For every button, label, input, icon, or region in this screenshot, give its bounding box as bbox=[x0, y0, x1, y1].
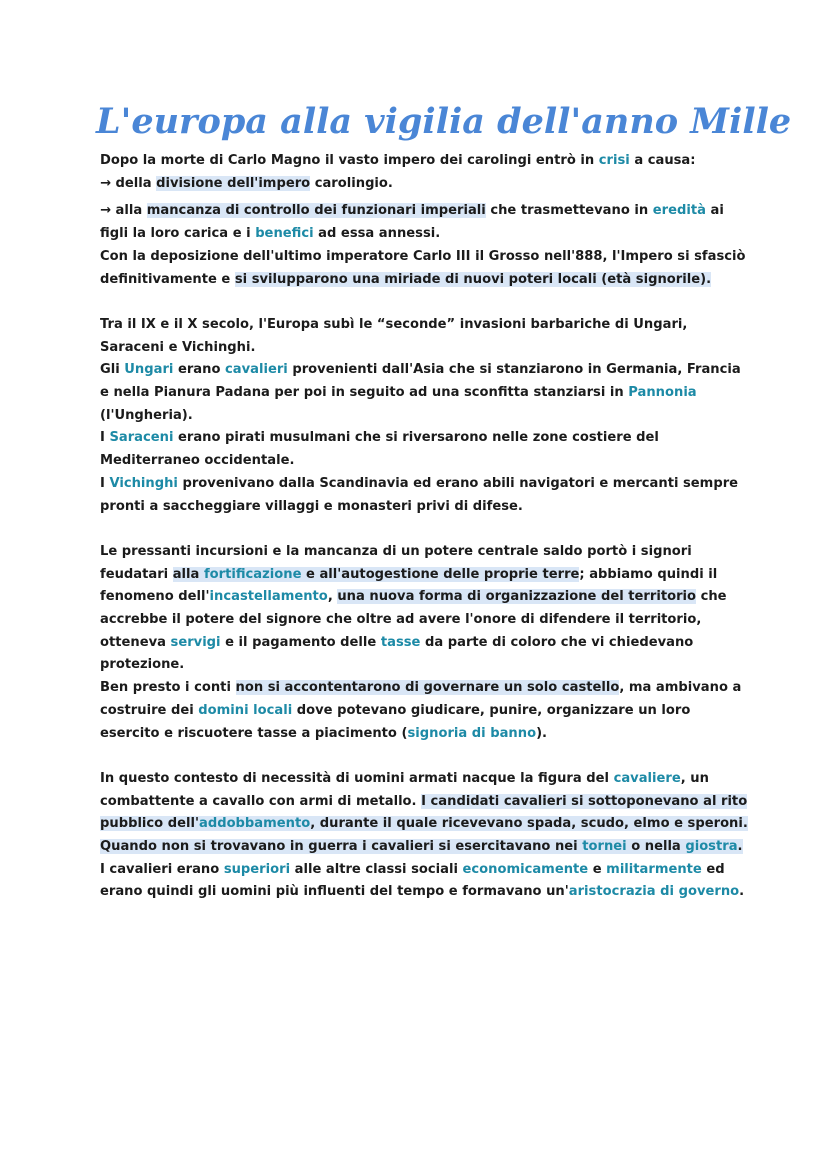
highlighted-text: mancanza di controllo dei funzionari imperiali bbox=[146, 203, 486, 219]
keyword: crisi bbox=[598, 153, 630, 168]
text-segment: Con la deposizione dell'ultimo imperatore Carlo III il Grosso nell'888, l'Impero si sfasciò definitivamente e bbox=[100, 248, 746, 287]
paragraph bbox=[100, 246, 750, 291]
highlighted-text: e all'autogestione delle proprie terre bbox=[301, 566, 580, 582]
text-segment: → della bbox=[100, 175, 157, 191]
keyword: cavaliere bbox=[613, 770, 681, 786]
keyword: giostra bbox=[685, 839, 738, 855]
text-segment: → alla bbox=[100, 203, 147, 219]
highlighted-text: alla bbox=[172, 566, 204, 582]
keyword: eredità bbox=[652, 203, 706, 219]
keyword: cavalieri bbox=[225, 362, 288, 378]
highlighted-text: o nella bbox=[626, 839, 686, 855]
text-segment: provenivano dalla Scandinavia ed erano abili navigatori e mercanti sempre pronti a saccheggiare villaggi e monasteri privi di difese. bbox=[100, 475, 739, 514]
keyword: aristocrazia di governo bbox=[568, 884, 740, 900]
text-segment: che trasmettevano in bbox=[485, 203, 653, 219]
keyword: Saraceni bbox=[109, 430, 174, 446]
keyword: militarmente bbox=[606, 861, 702, 877]
keyword: servigi bbox=[170, 634, 221, 650]
text-segment: Tra il IX e il X secolo, l'Europa subì le “seconde” invasioni barbariche di Ungari, Saraceni e Vichinghi. bbox=[100, 316, 688, 355]
keyword: incastellamento bbox=[209, 589, 328, 605]
text-segment: , bbox=[327, 589, 338, 605]
text-segment: provenienti dall'Asia che si stanziarono in Germania, Francia e nella Pianura Padana per poi in seguito ad una sconfitta stanziarsi in bbox=[100, 362, 741, 401]
text-segment: da parte di coloro che vi chiedevano protezione. bbox=[100, 634, 694, 673]
highlighted-text: I candidati cavalieri si sottoponevano al rito pubblico dell' bbox=[100, 793, 748, 832]
section-gap bbox=[100, 291, 750, 314]
text-segment: e il pagamento delle bbox=[220, 634, 381, 650]
paragraph bbox=[100, 768, 750, 859]
text-segment: Dopo la morte di Carlo Magno il vasto impero dei carolingi entrò in bbox=[100, 153, 599, 168]
keyword: economicamente bbox=[462, 861, 589, 877]
text-segment: , ma ambivano a costruire dei bbox=[100, 680, 742, 718]
text-segment: ; abbiamo quindi il fenomeno dell' bbox=[100, 566, 718, 605]
text-segment: I cavalieri erano bbox=[100, 861, 224, 877]
paragraph bbox=[100, 359, 750, 427]
paragraph bbox=[100, 473, 750, 518]
paragraph bbox=[100, 150, 750, 173]
text-segment: ). bbox=[536, 725, 548, 741]
keyword: fortificazione bbox=[203, 566, 302, 582]
text-segment: a causa: bbox=[629, 153, 696, 168]
text-segment: In questo contesto di necessità di uomini armati nacque la figura del bbox=[100, 770, 614, 786]
paragraph bbox=[100, 173, 750, 196]
highlighted-text: una nuova forma di organizzazione del territorio bbox=[337, 589, 697, 605]
highlighted-text: . bbox=[737, 839, 743, 855]
text-segment: alle altre classi sociali bbox=[290, 861, 463, 877]
text-segment: ed erano quindi gli uomini più influenti del tempo e formavano un' bbox=[100, 861, 725, 900]
keyword: domini locali bbox=[198, 702, 293, 718]
text-segment: , un combattente a cavallo con armi di metallo. bbox=[100, 770, 709, 809]
notes-body bbox=[100, 150, 750, 904]
text-segment: . bbox=[739, 884, 745, 900]
text-segment: I bbox=[100, 430, 110, 446]
text-segment: dove potevano giudicare, punire, organizzare un loro esercito e riscuotere tasse a piacimento ( bbox=[100, 702, 691, 741]
text-segment: che accrebbe il potere del signore che oltre ad avere l'onore di difendere il territorio, otteneva bbox=[100, 589, 727, 650]
text-segment: carolingio. bbox=[310, 175, 393, 191]
keyword: Pannonia bbox=[628, 385, 697, 401]
keyword: Vichinghi bbox=[109, 475, 178, 491]
text-segment: Gli bbox=[100, 362, 125, 378]
highlighted-text: divisione dell'impero bbox=[156, 175, 311, 191]
text-segment: I bbox=[100, 475, 110, 491]
paragraph bbox=[100, 200, 750, 245]
text-segment: erano pirati musulmani che si riversarono nelle zone costiere del Mediterraneo occidentale. bbox=[100, 430, 659, 469]
keyword: addobbamento bbox=[198, 816, 311, 832]
text-segment: erano bbox=[173, 362, 226, 378]
text-segment: Le pressanti incursioni e la mancanza di un potere centrale saldo portò i signori feudatari bbox=[100, 543, 692, 582]
keyword: signoria di banno bbox=[407, 725, 537, 741]
keyword: benefici bbox=[255, 226, 314, 242]
highlighted-text: non si accontentarono di governare un solo castello bbox=[235, 680, 620, 696]
paragraph bbox=[100, 541, 750, 677]
keyword: tasse bbox=[380, 634, 421, 650]
text-segment: ai figli la loro carica e i bbox=[100, 203, 724, 242]
keyword: superiori bbox=[223, 861, 291, 877]
paragraph bbox=[100, 427, 750, 472]
text-segment: (l'Ungheria). bbox=[100, 407, 193, 423]
section-gap bbox=[100, 745, 750, 768]
paragraph bbox=[100, 314, 750, 359]
highlighted-text: , durante il quale ricevevano spada, scudo, elmo e speroni. Quando non si trovavano in guerra i cavalieri si esercitavano nei bbox=[100, 816, 748, 855]
keyword: tornei bbox=[582, 839, 627, 855]
paragraph bbox=[100, 859, 750, 904]
keyword: Ungari bbox=[124, 362, 174, 378]
highlighted-text: si svilupparono una miriade di nuovi poteri locali (età signorile). bbox=[234, 271, 712, 287]
text-segment: ad essa annessi. bbox=[313, 226, 441, 242]
section-gap bbox=[100, 518, 750, 541]
page-title: L'europa alla vigilia dell'anno Mille bbox=[96, 101, 792, 142]
text-segment: Ben presto i conti bbox=[100, 680, 236, 696]
paragraph bbox=[100, 677, 750, 745]
text-segment: e bbox=[588, 861, 607, 877]
